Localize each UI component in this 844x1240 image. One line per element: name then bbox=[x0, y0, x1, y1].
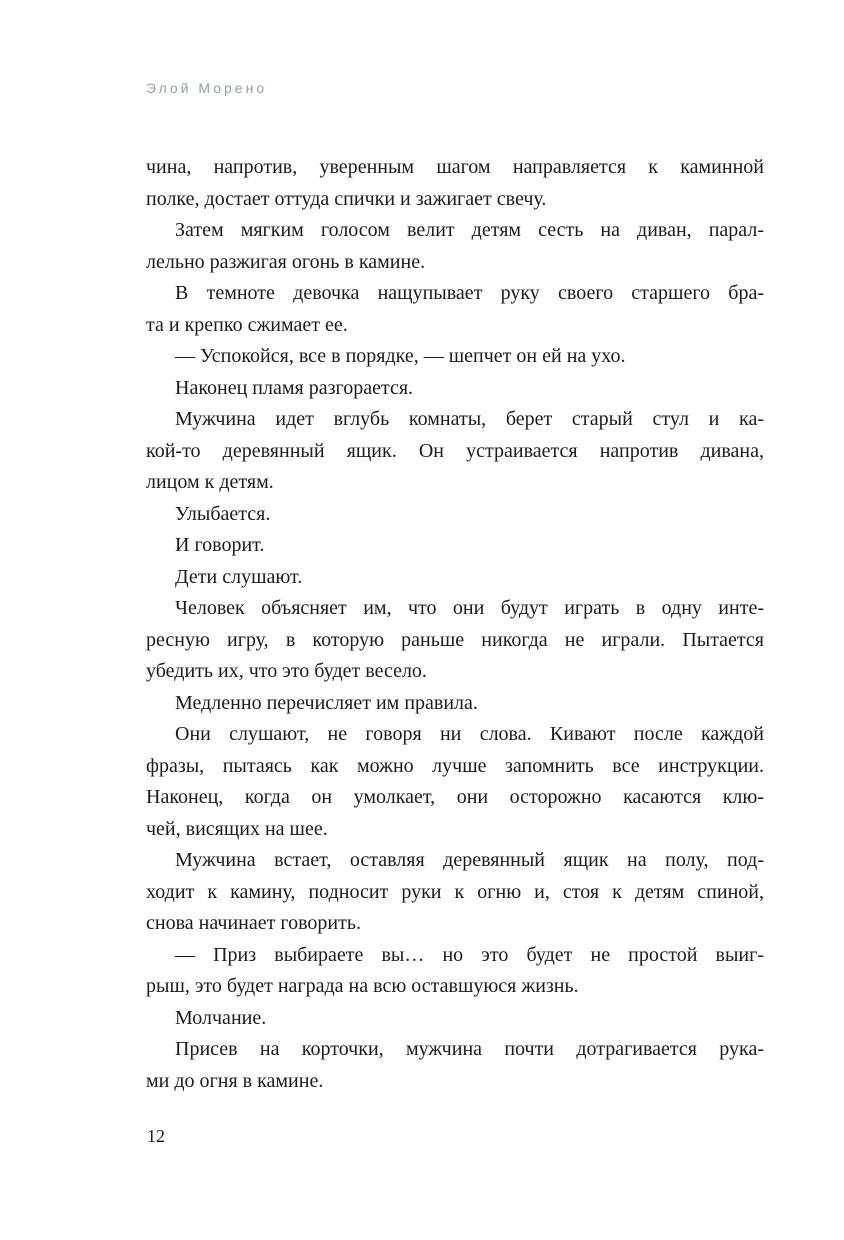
text-line: ресную игру, в которую раньше никогда не играли. Пытается bbox=[146, 628, 764, 651]
paragraph bbox=[146, 530, 764, 562]
text-line: В темноте девочка нащупывает руку своего старшего бра- bbox=[175, 282, 764, 304]
text-line: Мужчина встает, оставляя деревянный ящик на полу, под- bbox=[175, 849, 764, 871]
text-line: Молчание. bbox=[175, 1006, 267, 1029]
paragraph bbox=[146, 152, 764, 215]
paragraph bbox=[146, 278, 764, 341]
text-line: Дети слушают. bbox=[175, 565, 303, 588]
text-line: ходит к камину, подносит руки к огню и, стоя к детям спиной, bbox=[146, 880, 764, 903]
paragraph bbox=[146, 1034, 764, 1097]
text-line: лицом к детям. bbox=[146, 471, 274, 493]
text-line: — Приз выбираете вы… но это будет не простой выиг- bbox=[175, 943, 764, 966]
running-header-author: Элой Морено bbox=[146, 80, 268, 96]
text-line: И говорит. bbox=[175, 534, 265, 556]
text-line: Затем мягким голосом велит детям сесть на диван, парал- bbox=[175, 219, 764, 241]
text-line: кой-то деревянный ящик. Он устраивается напротив дивана, bbox=[146, 439, 764, 462]
text-line: полке, достает оттуда спички и зажигает свечу. bbox=[146, 187, 547, 210]
paragraph bbox=[146, 215, 764, 278]
text-line: Присев на корточки, мужчина почти дотрагивается рука- bbox=[175, 1038, 764, 1060]
text-line: Мужчина идет вглубь комнаты, берет старый стул и ка- bbox=[175, 408, 764, 430]
text-line: лельно разжигая огонь в камине. bbox=[146, 250, 426, 273]
paragraph bbox=[146, 499, 764, 531]
text-line: убедить их, что это будет весело. bbox=[146, 660, 427, 682]
text-line: снова начинает говорить. bbox=[146, 912, 361, 934]
paragraph bbox=[146, 719, 764, 845]
text-line: Они слушают, не говоря ни слова. Кивают после каждой bbox=[175, 723, 764, 745]
text-line: Улыбается. bbox=[175, 502, 271, 525]
text-line: Медленно перечисляет им правила. bbox=[175, 691, 478, 714]
text-line: Наконец, когда он умолкает, они осторожно касаются клю- bbox=[146, 786, 764, 808]
text-line: Наконец пламя разгорается. bbox=[175, 376, 414, 399]
body-text bbox=[146, 152, 764, 1097]
paragraph bbox=[146, 1003, 764, 1035]
text-line: Человек объясняет им, что они будут играть в одну инте- bbox=[175, 597, 764, 619]
text-line: чей, висящих на шее. bbox=[146, 817, 328, 840]
page-number: 12 bbox=[147, 1126, 165, 1146]
paragraph bbox=[146, 940, 764, 1003]
paragraph bbox=[146, 373, 764, 405]
paragraph bbox=[146, 562, 764, 594]
text-line: — Успокойся, все в порядке, — шепчет он ей на ухо. bbox=[175, 345, 626, 367]
paragraph bbox=[146, 341, 764, 373]
paragraph bbox=[146, 845, 764, 940]
paragraph bbox=[146, 688, 764, 720]
paragraph bbox=[146, 593, 764, 688]
paragraph bbox=[146, 404, 764, 499]
text-line: фразы, пытаясь как можно лучше запомнить все инструкции. bbox=[146, 754, 764, 777]
text-line: та и крепко сжимает ее. bbox=[146, 313, 348, 336]
text-line: рыш, это будет награда на всю оставшуюся жизнь. bbox=[146, 975, 579, 997]
text-line: чина, напротив, уверенным шагом направляется к каминной bbox=[146, 156, 764, 178]
text-line: ми до огня в камине. bbox=[146, 1069, 324, 1092]
